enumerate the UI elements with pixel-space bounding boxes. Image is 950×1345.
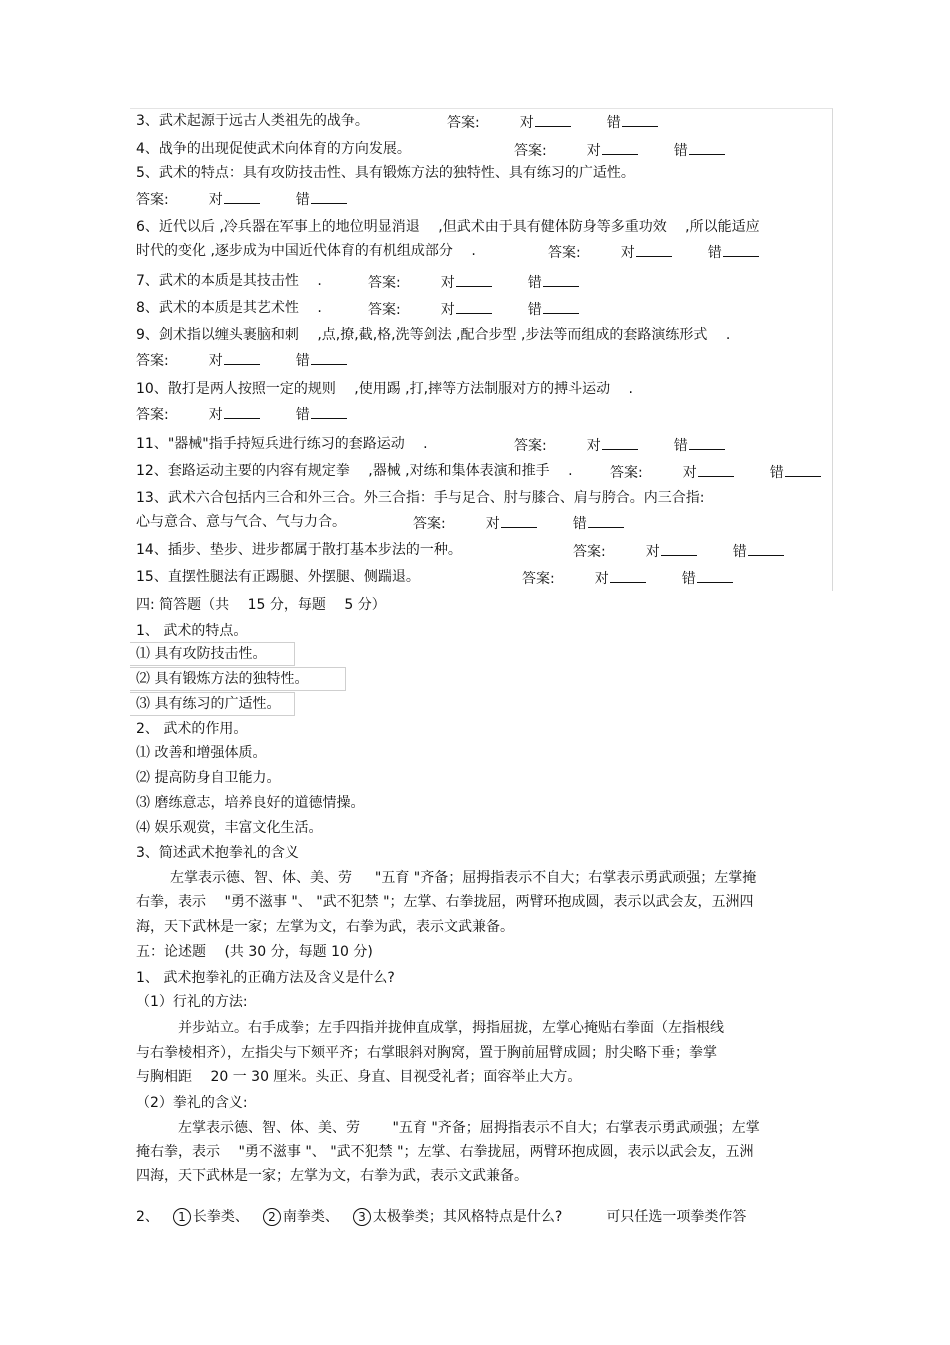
tf-question-13-line2: 心与意合、意与气合、气与力合。 bbox=[136, 514, 346, 530]
s4-q1-item-2: ⑵ 具有锻炼方法的独特性。 bbox=[136, 671, 309, 687]
s4-q2-item-1: ⑴ 改善和增强体质。 bbox=[136, 745, 267, 761]
tf-answer-10: 答案: 对 错 bbox=[136, 404, 347, 424]
s5-q1-sub1-line-3: 与胸相距 20 一 30 厘米。头正、身直、目视受礼者；面容举止大方。 bbox=[136, 1069, 582, 1085]
s4-q3-line-3: 海，天下武林是一家；左掌为文，右拳为武，表示文武兼备。 bbox=[136, 919, 514, 935]
tf-answer-8: 答案: 对 错 bbox=[368, 299, 579, 319]
tf-question-6-line2: 时代的变化 ,逐步成为中国近代体育的有机组成部分 . bbox=[136, 243, 476, 259]
section-4-heading: 四: 简答题（共 15 分，每题 5 分） bbox=[136, 597, 386, 613]
s4-q1-item-1: ⑴ 具有攻防技击性。 bbox=[136, 646, 267, 662]
tf-answer-9: 答案: 对 错 bbox=[136, 350, 347, 370]
s5-q2-line: 2、 1 长拳类、 2 南拳类、 3 太极拳类；其风格特点是什么? 可只任选一项拳类作答 bbox=[136, 1209, 747, 1225]
s5-q1-sub1-line-1: 并步站立。右手成拳；左手四指并拢伸直成掌，拇指屈拢，左掌心掩贴右拳面（左指根线 bbox=[178, 1020, 724, 1036]
tf-question-6-line1: 6、近代以后 ,冷兵器在军事上的地位明显消退 ,但武术由于具有健体防身等多重功效 ,所以能适应 bbox=[136, 219, 760, 235]
s4-q2-item-2: ⑵ 提高防身自卫能力。 bbox=[136, 770, 281, 786]
s5-q1-sub1-line-2: 与右拳棱相齐），左指尖与下颏平齐；右掌眼斜对胸窝，置于胸前屈臂成圆；肘尖略下垂；拳掌 bbox=[136, 1045, 717, 1061]
tf-question-3: 3、武术起源于远古人类祖先的战争。 bbox=[136, 113, 369, 129]
section-5-heading: 五：论述题 (共 30 分，每题 10 分) bbox=[136, 944, 373, 960]
tf-question-4: 4、战争的出现促使武术向体育的方向发展。 bbox=[136, 141, 411, 157]
tf-answer-6: 答案: 对 错 bbox=[548, 242, 759, 262]
tf-answer-11: 答案: 对 错 bbox=[514, 435, 725, 455]
circled-number-3: 3 bbox=[353, 1208, 371, 1226]
tf-answer-7: 答案: 对 错 bbox=[368, 272, 579, 292]
tf-answer-5: 答案: 对 错 bbox=[136, 189, 347, 209]
s5-q1-title: 1、 武术抱拳礼的正确方法及含义是什么? bbox=[136, 970, 395, 986]
tf-question-12: 12、套路运动主要的内容有规定拳 ,器械 ,对练和集体表演和推手 . bbox=[136, 463, 573, 479]
s4-q3-line-1: 左掌表示德、智、体、美、劳 "五育 "齐备；屈拇指表示不自大；右掌表示勇武顽强；左掌掩 bbox=[170, 870, 757, 886]
s4-q1-item-3: ⑶ 具有练习的广适性。 bbox=[136, 696, 281, 712]
tf-answer-13: 答案: 对 错 bbox=[413, 513, 624, 533]
tf-question-8: 8、武术的本质是其艺术性 . bbox=[136, 300, 322, 316]
s4-q2-item-3: ⑶ 磨练意志，培养良好的道德情操。 bbox=[136, 795, 365, 811]
s5-q1-sub2-line-1: 左掌表示德、智、体、美、劳 "五育 "齐备；屈拇指表示不自大；右掌表示勇武顽强；左掌 bbox=[178, 1120, 760, 1136]
circled-number-1: 1 bbox=[173, 1208, 191, 1226]
s4-q3-line-2: 右拳，表示 "勇不滋事 "、 "武不犯禁 "；左掌、右拳拢屈，两臂环抱成圆，表示以武会友，五洲四 bbox=[136, 894, 754, 910]
s5-q1-sub1: （1）行礼的方法: bbox=[136, 994, 248, 1010]
tf-question-15: 15、直摆性腿法有正踢腿、外摆腿、侧踹退。 bbox=[136, 569, 420, 585]
s4-q2-title: 2、 武术的作用。 bbox=[136, 721, 248, 737]
tf-answer-3: 答案: 对 错 bbox=[447, 112, 658, 132]
s4-q1-title: 1、 武术的特点。 bbox=[136, 623, 248, 639]
s5-q1-sub2-line-3: 四海，天下武林是一家；左掌为文，右拳为武，表示文武兼备。 bbox=[136, 1168, 528, 1184]
s4-q2-item-4: ⑷ 娱乐观赏，丰富文化生活。 bbox=[136, 820, 323, 836]
s5-q1-sub2: （2）拳礼的含义: bbox=[136, 1095, 248, 1111]
s4-q3-title: 3、简述武术抱拳礼的含义 bbox=[136, 845, 299, 861]
tf-question-11: 11、"器械"指手持短兵进行练习的套路运动 . bbox=[136, 436, 428, 452]
tf-question-14: 14、插步、垫步、进步都属于散打基本步法的一种。 bbox=[136, 542, 462, 558]
tf-question-10: 10、散打是两人按照一定的规则 ,使用踢 ,打,摔等方法制服对方的搏斗运动 . bbox=[136, 381, 633, 397]
tf-answer-12: 答案: 对 错 bbox=[610, 462, 821, 482]
tf-answer-15: 答案: 对 错 bbox=[522, 568, 733, 588]
tf-question-5: 5、武术的特点：具有攻防技击性、具有锻炼方法的独特性、具有练习的广适性。 bbox=[136, 165, 635, 181]
s5-q1-sub2-line-2: 掩右拳，表示 "勇不滋事 "、 "武不犯禁 "；左掌、右拳拢屈，两臂环抱成圆，表示以武会友，五洲 bbox=[136, 1144, 754, 1160]
circled-number-2: 2 bbox=[263, 1208, 281, 1226]
tf-question-9: 9、剑术指以缠头裹脑和刺 ,点,撩,截,格,洗等剑法 ,配合步型 ,步法等而组成的套路演练形式 . bbox=[136, 327, 731, 343]
tf-answer-14: 答案: 对 错 bbox=[573, 541, 784, 561]
tf-answer-4: 答案: 对 错 bbox=[514, 140, 725, 160]
tf-question-13-line1: 13、武术六合包括内三合和外三合。外三合指：手与足合、肘与膝合、肩与胯合。内三合指: bbox=[136, 490, 705, 506]
tf-question-7: 7、武术的本质是其技击性 . bbox=[136, 273, 322, 289]
